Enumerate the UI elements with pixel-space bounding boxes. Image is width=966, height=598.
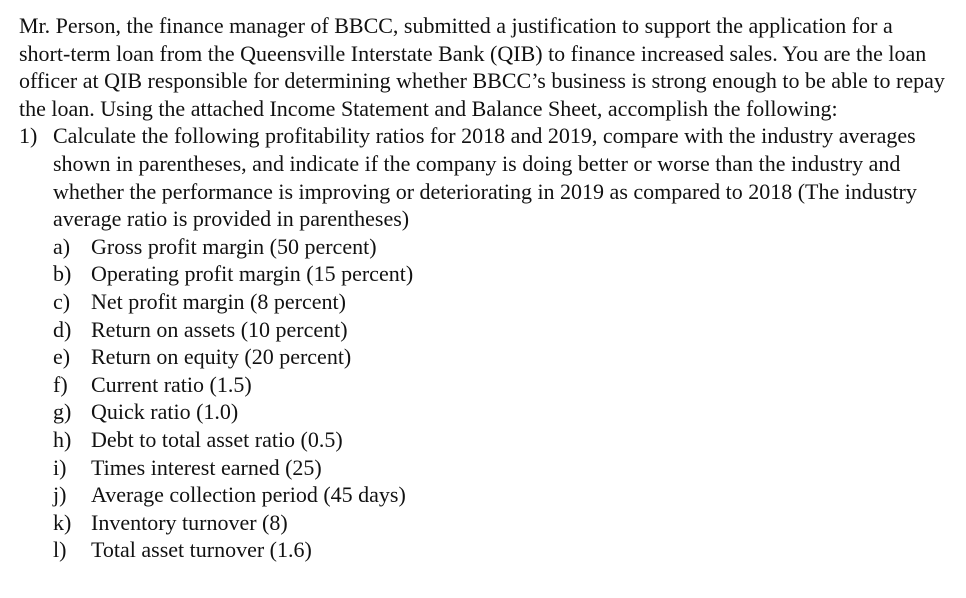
item-letter: g) <box>53 399 72 425</box>
item-letter: k) <box>53 509 72 535</box>
list-item <box>19 233 952 261</box>
question-1-row <box>19 122 952 232</box>
item-text: Total asset turnover (1.6) <box>91 537 312 563</box>
item-text: Operating profit margin (15 percent) <box>91 261 414 287</box>
list-item <box>19 398 952 426</box>
list-item <box>19 536 952 564</box>
item-letter: a) <box>53 233 71 259</box>
item-letter: h) <box>53 426 72 452</box>
item-letter: l) <box>53 537 67 563</box>
item-text: Quick ratio (1.0) <box>91 399 239 425</box>
item-text: Inventory turnover (8) <box>91 509 288 535</box>
item-letter: c) <box>53 288 71 314</box>
item-letter: i) <box>53 454 67 480</box>
list-item <box>19 481 952 509</box>
item-text: Return on equity (20 percent) <box>91 344 352 370</box>
list-item <box>19 288 952 316</box>
ratio-list <box>19 233 952 564</box>
item-text: Times interest earned (25) <box>91 454 322 480</box>
item-text: Current ratio (1.5) <box>91 371 252 397</box>
item-text: Average collection period (45 days) <box>91 482 406 508</box>
item-letter: d) <box>53 316 72 342</box>
item-text: Gross profit margin (50 percent) <box>91 233 377 259</box>
item-letter: e) <box>53 344 71 370</box>
list-item <box>19 343 952 371</box>
list-item <box>19 509 952 537</box>
question-text: Calculate the following profitability ratios for 2018 and 2019, compare with the industry averages shown in parentheses, and indicate if the company is doing better or worse than the industry and whether the performance is improving or deteriorating in 2019 as compared to 2018 (The industry average ratio is provided in parentheses) <box>53 123 917 232</box>
item-text: Net profit margin (8 percent) <box>91 288 346 314</box>
item-letter: b) <box>53 261 72 287</box>
item-letter: j) <box>53 482 67 508</box>
question-1 <box>19 122 952 564</box>
list-item <box>19 316 952 344</box>
list-item <box>19 260 952 288</box>
question-number: 1) <box>19 123 38 149</box>
list-item <box>19 454 952 482</box>
item-text: Return on assets (10 percent) <box>91 316 348 342</box>
list-item <box>19 371 952 399</box>
item-text: Debt to total asset ratio (0.5) <box>91 426 343 452</box>
item-letter: f) <box>53 371 68 397</box>
list-item <box>19 426 952 454</box>
intro-paragraph: Mr. Person, the finance manager of BBCC, submitted a justification to support the application for a short-term loan from the Queensville Interstate Bank (QIB) to finance increased sales. You are the loan officer at QIB responsible for determining whether BBCC’s business is strong enough to be able to repay the loan. Using the attached Income Statement and Balance Sheet, accomplish the following: <box>19 13 945 121</box>
